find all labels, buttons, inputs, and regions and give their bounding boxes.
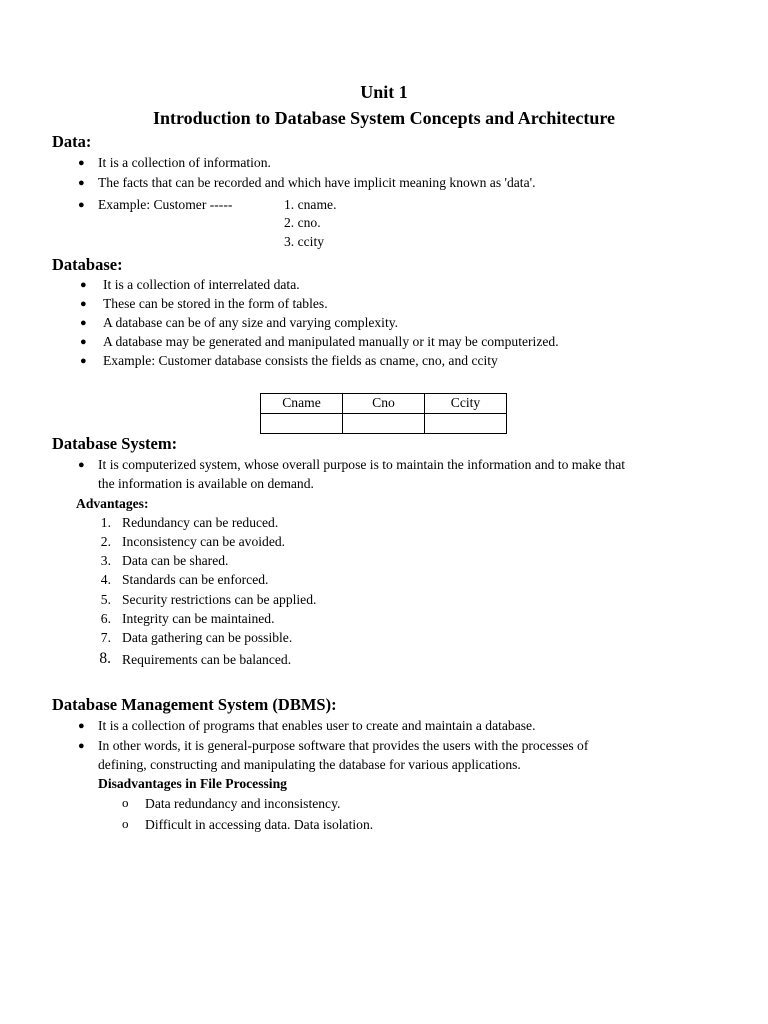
table-header-cell: Cname	[261, 394, 343, 414]
list-item: It is a collection of information.	[98, 155, 271, 170]
table-cell	[261, 414, 343, 434]
document-title: Introduction to Database System Concepts and Architecture	[153, 108, 615, 128]
list-item: Integrity can be maintained.	[122, 611, 275, 626]
list-item-continuation: the information is available on demand.	[98, 476, 314, 491]
bullet-icon: ●	[78, 177, 85, 189]
list-item: It is a collection of programs that enables user to create and maintain a database.	[98, 718, 536, 733]
list-number: 7.	[100, 630, 111, 645]
list-number: 5.	[100, 592, 111, 607]
list-item: Redundancy can be reduced.	[122, 515, 279, 530]
section-heading-dbms: Database Management System (DBMS):	[52, 695, 337, 714]
list-item-continuation: defining, constructing and manipulating the database for various applications.	[98, 757, 521, 772]
bullet-icon: ●	[80, 336, 87, 348]
bullet-icon: ●	[80, 317, 87, 329]
section-heading-data: Data:	[52, 132, 92, 151]
list-item: Difficult in accessing data. Data isolation.	[145, 817, 374, 832]
advantages-heading: Advantages:	[76, 496, 149, 511]
example-item: 1. cname.	[284, 197, 337, 212]
bullet-icon: ●	[78, 199, 85, 211]
table-cell	[343, 414, 425, 434]
bullet-icon: ●	[78, 740, 85, 752]
bullet-icon: ●	[78, 157, 85, 169]
customer-table	[260, 393, 507, 434]
list-item: Example: Customer -----	[98, 197, 233, 212]
list-number: 2.	[100, 534, 111, 549]
list-item: Standards can be enforced.	[122, 572, 269, 587]
list-item: In other words, it is general-purpose software that provides the users with the processes of	[98, 738, 589, 753]
list-item: Data gathering can be possible.	[122, 630, 293, 645]
list-item: Requirements can be balanced.	[122, 652, 292, 667]
list-item: It is computerized system, whose overall purpose is to maintain the information and to make that	[98, 457, 626, 472]
section-heading-database: Database:	[52, 255, 123, 274]
list-number: 6.	[100, 611, 111, 626]
bullet-icon: ●	[78, 459, 85, 471]
list-number: 8.	[99, 650, 111, 667]
circle-bullet-icon: o	[122, 816, 129, 831]
disadvantages-heading: Disadvantages in File Processing	[98, 776, 287, 791]
table-cell	[425, 414, 507, 434]
list-item: A database can be of any size and varying complexity.	[103, 315, 399, 330]
example-item: 3. ccity	[284, 234, 325, 249]
list-number: 3.	[100, 553, 111, 568]
bullet-icon: ●	[80, 355, 87, 367]
list-item: A database may be generated and manipulated manually or it may be computerized.	[103, 334, 559, 349]
section-heading-database-system: Database System:	[52, 434, 178, 453]
list-item: Security restrictions can be applied.	[122, 592, 317, 607]
list-item: These can be stored in the form of tables.	[103, 296, 328, 311]
list-number: 4.	[100, 572, 111, 587]
list-item: The facts that can be recorded and which have implicit meaning known as 'data'.	[98, 175, 536, 190]
bullet-icon: ●	[78, 720, 85, 732]
unit-title: Unit 1	[360, 82, 408, 102]
list-item: Data can be shared.	[122, 553, 229, 568]
bullet-icon: ●	[80, 279, 87, 291]
list-item: It is a collection of interrelated data.	[103, 277, 300, 292]
list-item: Inconsistency can be avoided.	[122, 534, 286, 549]
list-item: Example: Customer database consists the fields as cname, cno, and ccity	[103, 353, 498, 368]
list-item: Data redundancy and inconsistency.	[145, 796, 341, 811]
list-number: 1.	[100, 515, 111, 530]
bullet-icon: ●	[80, 298, 87, 310]
table-row	[261, 414, 507, 434]
table-header-cell: Cno	[343, 394, 425, 414]
circle-bullet-icon: o	[122, 795, 129, 810]
table-header-cell: Ccity	[425, 394, 507, 414]
table-header-row	[261, 394, 507, 414]
example-item: 2. cno.	[284, 215, 321, 230]
